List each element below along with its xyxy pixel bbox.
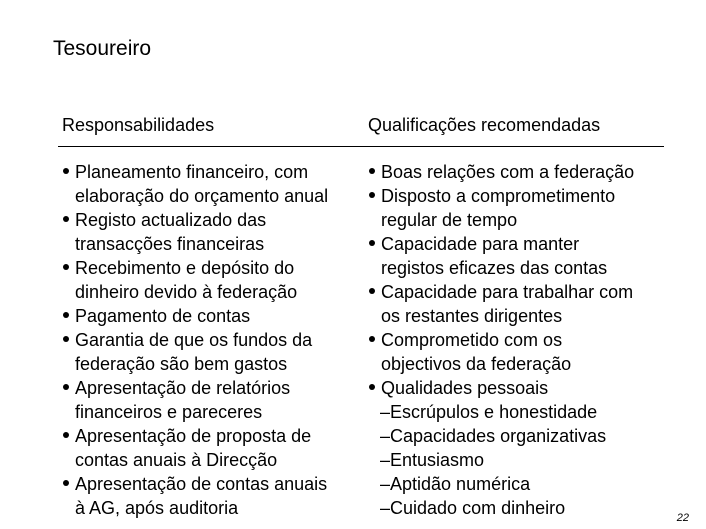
- item-continuation: [368, 256, 678, 280]
- item-text: regular de tempo: [381, 210, 518, 230]
- qualifications-list: [368, 160, 678, 520]
- item-continuation: [62, 496, 362, 520]
- bullet-item: [368, 328, 678, 352]
- bullet-item: [62, 328, 362, 352]
- bullet-dot-icon: [369, 384, 375, 390]
- bullet-item: [62, 472, 362, 496]
- bullet-dot-icon: [63, 432, 69, 438]
- item-text: à AG, após auditoria: [75, 498, 239, 518]
- bullet-item: [62, 304, 362, 328]
- page-number: 22: [676, 512, 689, 524]
- item-continuation: [368, 304, 678, 328]
- slide-title: Tesoureiro: [53, 37, 152, 60]
- bullet-item: [62, 256, 362, 280]
- item-text: financeiros e pareceres: [75, 402, 263, 422]
- bullet-dot-icon: [369, 288, 375, 294]
- item-text: Garantia de que os fundos da: [75, 330, 313, 350]
- item-text: Disposto a comprometimento: [381, 186, 616, 206]
- item-continuation: [62, 400, 362, 424]
- bullet-item: [62, 160, 362, 184]
- bullet-dot-icon: [369, 240, 375, 246]
- qualifications-header: Qualificações recomendadas: [368, 115, 601, 135]
- bullet-item: [368, 232, 678, 256]
- item-text: Qualidades pessoais: [381, 378, 549, 398]
- sub-item: [368, 400, 678, 424]
- item-text: contas anuais à Direcção: [75, 450, 278, 470]
- bullet-dot-icon: [63, 480, 69, 486]
- bullet-item: [62, 208, 362, 232]
- item-text: Apresentação de relatórios: [75, 378, 291, 398]
- bullet-item: [368, 184, 678, 208]
- bullet-dot-icon: [63, 216, 69, 222]
- item-text: Planeamento financeiro, com: [75, 162, 309, 182]
- item-continuation: [368, 352, 678, 376]
- responsibilities-header: Responsabilidades: [62, 115, 215, 135]
- item-text: transacções financeiras: [75, 234, 265, 254]
- item-text: –Aptidão numérica: [380, 474, 531, 494]
- item-text: Boas relações com a federação: [381, 162, 635, 182]
- sub-item: [368, 496, 678, 520]
- sub-item: [368, 424, 678, 448]
- item-text: –Escrúpulos e honestidade: [380, 402, 598, 422]
- item-continuation: [62, 352, 362, 376]
- item-continuation: [62, 184, 362, 208]
- item-text: –Cuidado com dinheiro: [380, 498, 566, 518]
- item-text: Apresentação de contas anuais: [75, 474, 328, 494]
- item-text: Pagamento de contas: [75, 306, 251, 326]
- bullet-dot-icon: [369, 192, 375, 198]
- item-text: dinheiro devido à federação: [75, 282, 298, 302]
- header-divider: [58, 146, 664, 147]
- bullet-item: [368, 160, 678, 184]
- bullet-item: [368, 280, 678, 304]
- item-text: –Capacidades organizativas: [380, 426, 607, 446]
- bullet-dot-icon: [369, 336, 375, 342]
- responsibilities-list: [62, 160, 362, 520]
- item-text: registos eficazes das contas: [381, 258, 608, 278]
- bullet-dot-icon: [63, 384, 69, 390]
- item-continuation: [62, 280, 362, 304]
- sub-item: [368, 472, 678, 496]
- bullet-item: [368, 376, 678, 400]
- item-text: –Entusiasmo: [380, 450, 485, 470]
- item-text: Capacidade para trabalhar com: [381, 282, 634, 302]
- bullet-dot-icon: [63, 336, 69, 342]
- item-text: elaboração do orçamento anual: [75, 186, 329, 206]
- item-continuation: [62, 232, 362, 256]
- bullet-dot-icon: [369, 168, 375, 174]
- item-text: Capacidade para manter: [381, 234, 580, 254]
- sub-item: [368, 448, 678, 472]
- item-text: Recebimento e depósito do: [75, 258, 295, 278]
- item-text: Comprometido com os: [381, 330, 563, 350]
- bullet-item: [62, 424, 362, 448]
- bullet-dot-icon: [63, 168, 69, 174]
- item-continuation: [62, 448, 362, 472]
- bullet-item: [62, 376, 362, 400]
- item-text: Registo actualizado das: [75, 210, 267, 230]
- item-continuation: [368, 208, 678, 232]
- bullet-dot-icon: [63, 264, 69, 270]
- item-text: objectivos da federação: [381, 354, 572, 374]
- item-text: os restantes dirigentes: [381, 306, 563, 326]
- bullet-dot-icon: [63, 312, 69, 318]
- item-text: Apresentação de proposta de: [75, 426, 312, 446]
- item-text: federação são bem gastos: [75, 354, 288, 374]
